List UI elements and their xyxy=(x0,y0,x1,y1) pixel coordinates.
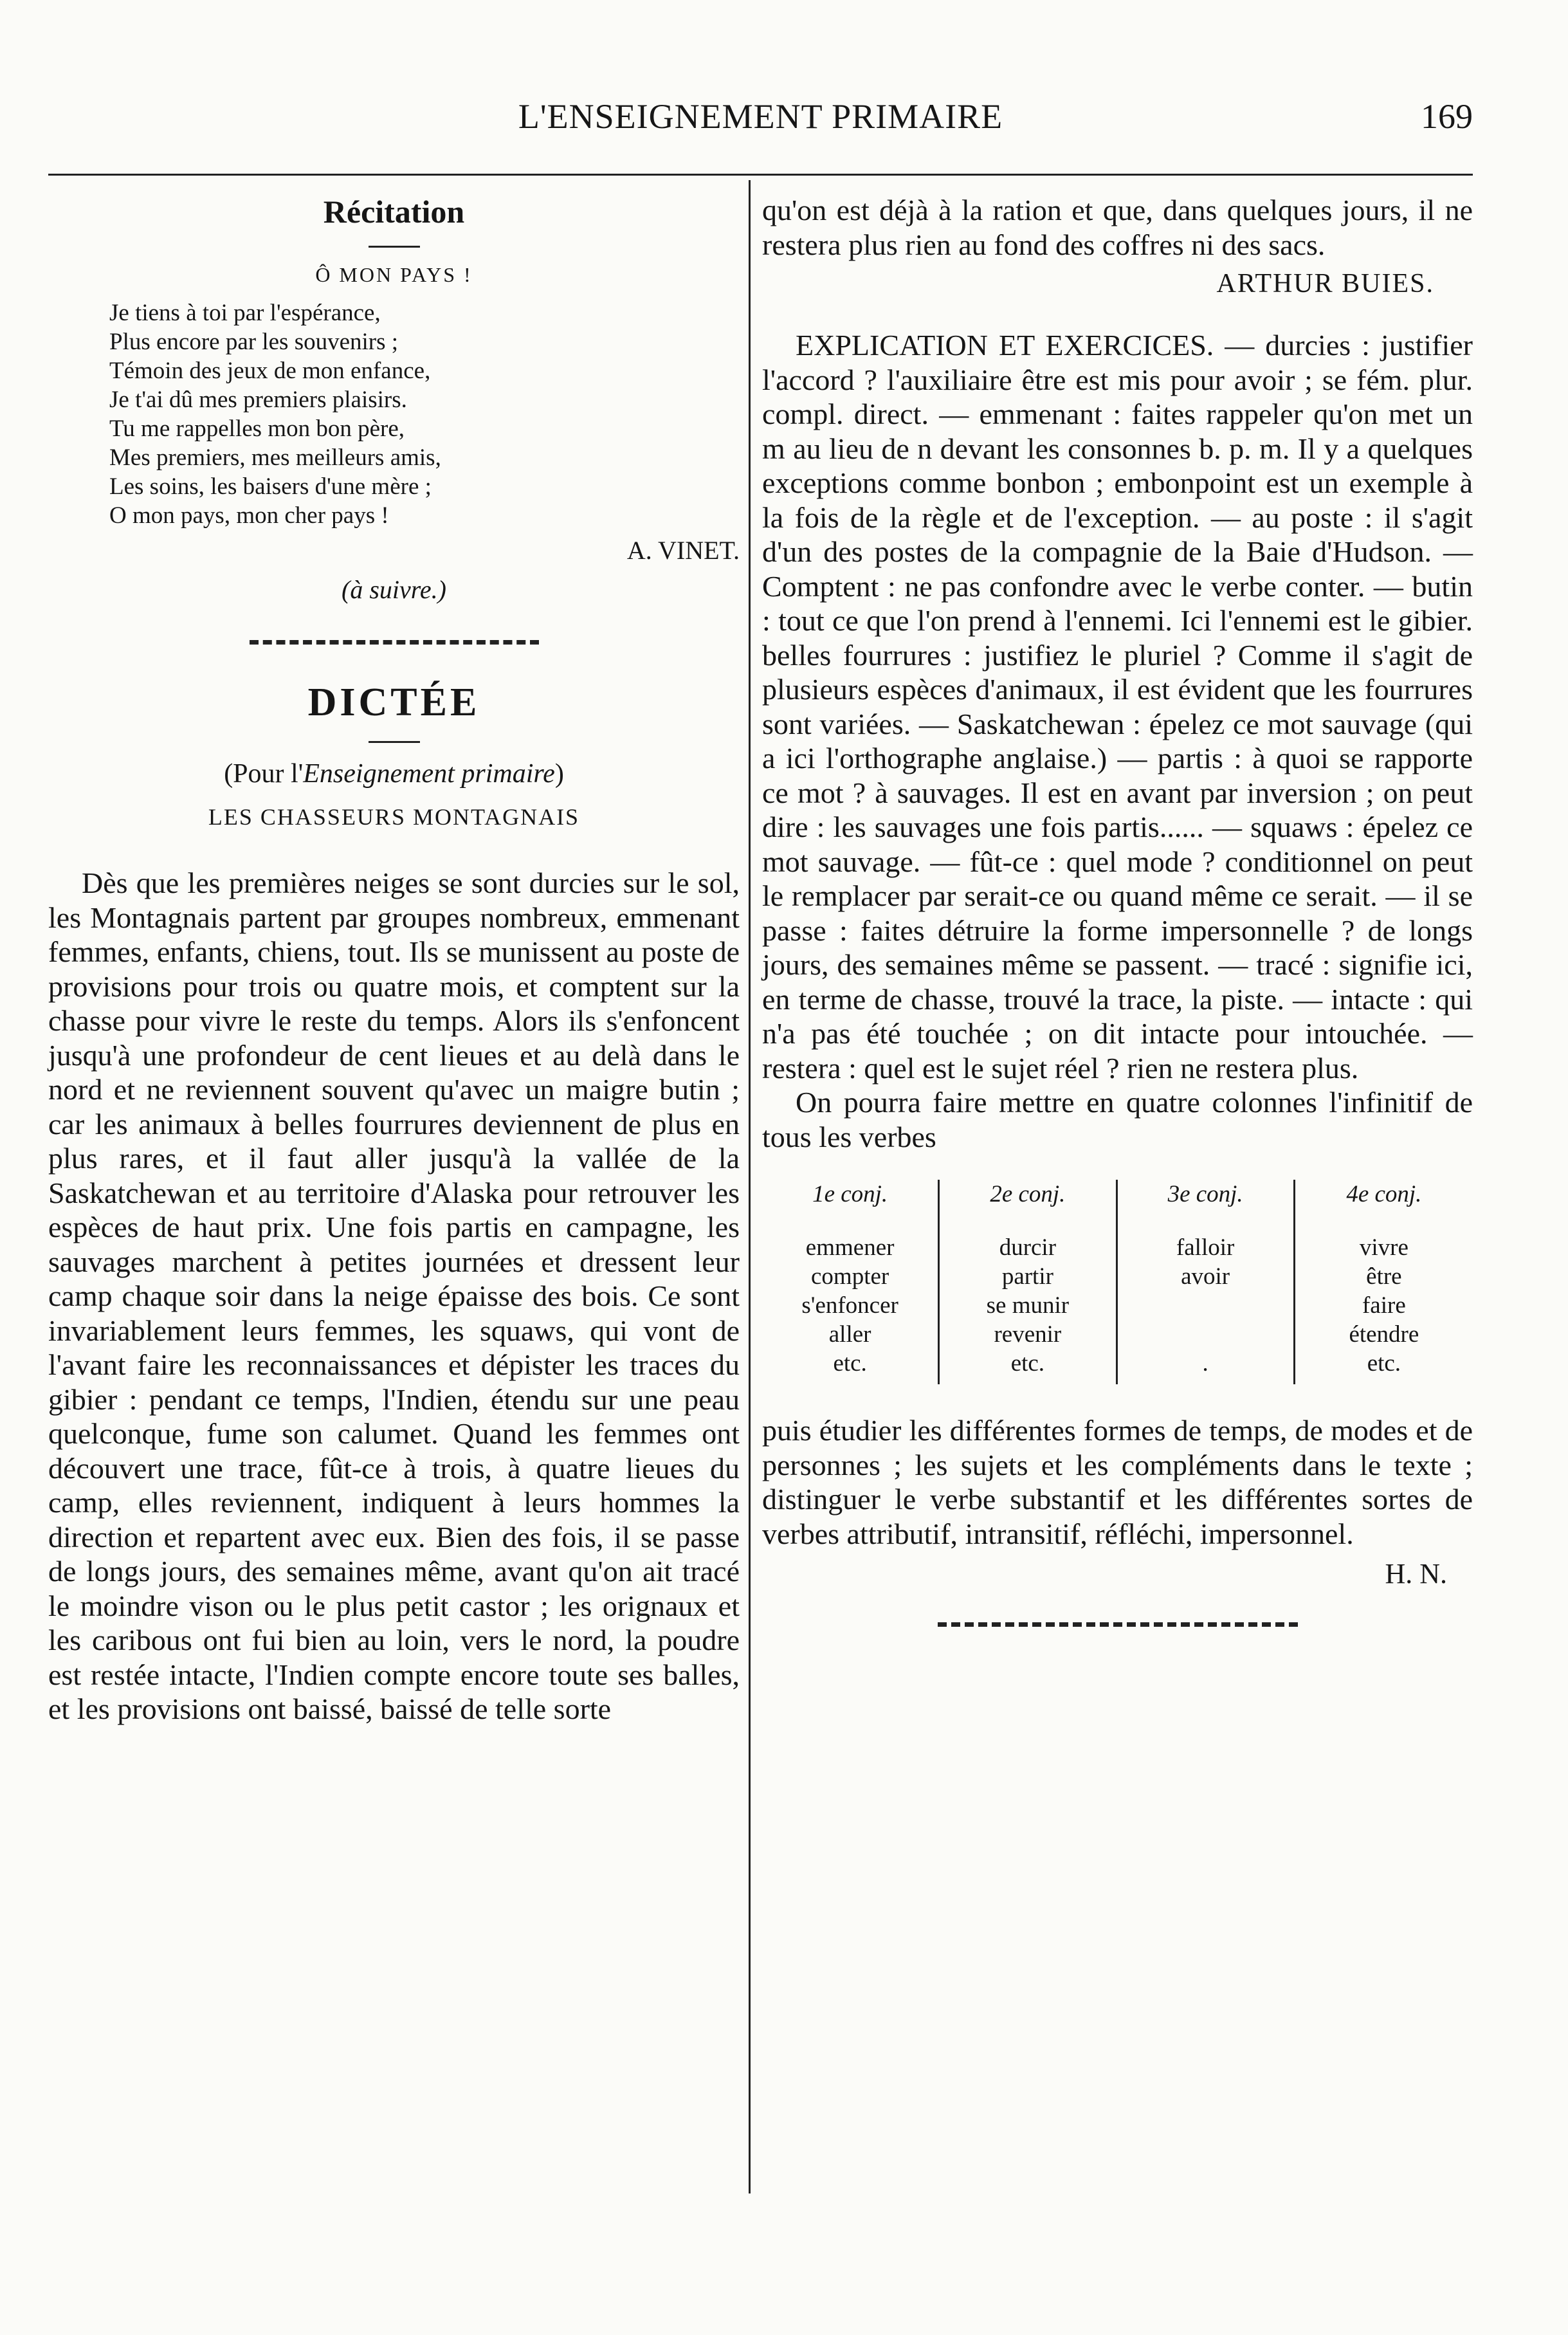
verb: . xyxy=(1202,1350,1208,1377)
poem-line: Je tiens à toi par l'espérance, xyxy=(109,300,381,326)
conjugation-header: 2e conj. xyxy=(990,1181,1066,1207)
dictee-continuation: qu'on est déjà à la ration et que, dans quelques jours, il ne restera plus rien au fond des coffres ni des sacs. xyxy=(762,194,1473,261)
dictee-subtitle: LES CHASSEURS MONTAGNAIS xyxy=(208,804,580,830)
header-rule xyxy=(48,174,1473,176)
page-number: 169 xyxy=(1421,97,1473,136)
verb: être xyxy=(1366,1263,1402,1290)
closing-text: puis étudier les différentes formes de temps, de modes et de personnes ; les sujets et les compléments dans le texte ; distinguer le verbe substantif et les différentes sortes de verbes attributif, intransitif, réfléchi, impersonnel. xyxy=(762,1414,1473,1550)
running-title: L'ENSEIGNEMENT PRIMAIRE xyxy=(518,97,1003,136)
dictee-heading: DICTÉE xyxy=(307,681,480,724)
verb: compter xyxy=(811,1263,889,1290)
verb: vivre xyxy=(1359,1234,1408,1261)
verb: emmener xyxy=(805,1234,895,1261)
closing-signature: H. N. xyxy=(1385,1558,1447,1589)
verb: falloir xyxy=(1176,1234,1235,1261)
poem-line: Tu me rappelles mon bon père, xyxy=(109,416,405,442)
recitation-heading: Récitation xyxy=(323,194,465,230)
conjugation-column xyxy=(1118,1180,1295,1384)
section-dash xyxy=(369,246,420,248)
dictee-source xyxy=(48,758,740,789)
page-header xyxy=(48,96,1473,148)
conjugation-column xyxy=(762,1180,940,1384)
verb: etc. xyxy=(1010,1350,1045,1377)
poem xyxy=(109,298,740,530)
poem-title: Ô MON PAYS ! xyxy=(315,263,473,286)
conjugation-header: 1e conj. xyxy=(812,1181,888,1207)
dictee-text: Dès que les premières neiges se sont durcies sur le sol, les Montagnais partent par groupes nombreux, emmenant femmes, enfants, chiens, tout. Ils se munissent au poste de provisions pour trois ou quatre mois, et comptent sur la chasse pour vivre le reste du temps. Alors ils s'enfoncent jusqu'à une profondeur de cent lieues et au delà dans le nord et ne reviennent souvent qu'avec un maigre butin ; car les animaux à belles fourrures deviennent de plus en plus rares, et il faut aller jusqu'à la vallée de la Saskatchewan et au territoire d'Alaska pour retrouver les espèces de haut prix. Une fois partis en campagne, les sauvages marchent à petites journées et dressent leur camp chaque soir dans la neige épaisse des bois. Ce sont invariablement leurs femmes, les squaws, qui vont de l'avant faire les reconnaissances et dépister les traces du gibier : pendant ce temps, l'Indien, étendu sur une peau quelconque, fume son calumet. Quand les femmes ont découvert une trace, fût-ce à trois, à quatre lieues du camp, elles reviennent, indiquent à leurs hommes la direction et repartent avec eux. Bien des fois, il se passe de longs jours, des semaines même, avant qu'on ait tracé le moindre vison ou le plus petit castor ; les orignaux et les caribous ont fui bien au loin, vers le nord, la poudre est restée intacte, l'Indien compte encore toute ses balles, et les provisions ont baissé, baissé de telle sorte xyxy=(48,866,740,1725)
dictee-author: ARTHUR BUIES. xyxy=(1216,269,1434,298)
source-suffix: ) xyxy=(554,759,564,789)
poem-line: Témoin des jeux de mon enfance, xyxy=(109,358,431,384)
poem-line: Je t'ai dû mes premiers plaisirs. xyxy=(109,387,407,413)
verb: se munir xyxy=(986,1292,1070,1319)
verb: revenir xyxy=(994,1321,1062,1348)
conjugation-table xyxy=(762,1180,1473,1384)
poem-line: Plus encore par les souvenirs ; xyxy=(109,329,399,355)
to-be-continued: (à suivre.) xyxy=(342,575,446,604)
verb: avoir xyxy=(1181,1263,1230,1290)
source-prefix: (Pour l' xyxy=(224,759,304,789)
end-ornament xyxy=(938,1622,1298,1627)
verb: faire xyxy=(1362,1292,1406,1319)
right-column xyxy=(762,193,1473,1627)
poem-line: O mon pays, mon cher pays ! xyxy=(109,502,389,529)
poem-line: Mes premiers, mes meilleurs amis, xyxy=(109,444,441,471)
left-column xyxy=(48,193,740,1726)
explication-text: EXPLICATION ET EXERCICES. — durcies : justifier l'accord ? l'auxiliaire être est mis pour avoir ; se fém. plur. compl. direct. — emmenant : faites rappeler qu'on met un m au lieu de n devant les consonnes b. p. m. Il y a quelques exceptions comme bonbon ; embonpoint est un exemple à la fois de la règle et de l'exception. — au poste : il s'agit d'un des postes de la compagnie de la Baie d'Hudson. — Comptent : ne pas confondre avec le verbe conter. — butin : tout ce que l'on prend à l'ennemi. Ici l'ennemi est le gibier. belles fourrures : justifiez le pluriel ? Comme il s'agit de plusieurs espèces d'animaux, il est évident que les fourrures sont variées. — Saskatchewan : épelez ce mot sauvage (qui a ici l'orthographe anglaise.) — partis : à quoi se rapporte ce mot ? à sauvages. Il est en avant par inversion ; on peut dire : les sauvages une fois partis...... — squaws : épelez ce mot sauvage. — fût-ce : quel mode ? conditionnel on peut le remplacer par serait-ce ou quand même ce serait. — il se passe : faites détruire la forme impersonnelle ? de longs jours, des semaines même se passent. — tracé : signifie ici, en terme de chasse, trouvé la trace, la piste. — intacte : qui n'a pas été touchée ; on dit intacte pour intouchée. — restera : quel est le sujet réel ? rien ne restera plus. xyxy=(762,329,1473,1085)
verb: durcir xyxy=(999,1234,1057,1261)
poem-author: A. VINET. xyxy=(626,536,740,565)
conjugation-header: 3e conj. xyxy=(1167,1181,1243,1207)
section-dash xyxy=(369,741,420,743)
verb xyxy=(1118,1291,1293,1320)
verb xyxy=(1118,1320,1293,1349)
conjugation-header: 4e conj. xyxy=(1346,1181,1422,1207)
conjugation-column xyxy=(1295,1180,1473,1384)
section-ornament xyxy=(250,640,539,645)
verb: s'enfoncer xyxy=(801,1292,898,1319)
exercise-instruction: On pourra faire mettre en quatre colonnes l'infinitif de tous les verbes xyxy=(762,1086,1473,1153)
conjugation-column xyxy=(940,1180,1117,1384)
verb: etc. xyxy=(833,1350,867,1377)
source-journal: Enseignement primaire xyxy=(303,759,555,789)
poem-line: Les soins, les baisers d'une mère ; xyxy=(109,473,432,500)
verb: etc. xyxy=(1367,1350,1401,1377)
verb: partir xyxy=(1001,1263,1053,1290)
verb: étendre xyxy=(1349,1321,1419,1348)
column-divider xyxy=(749,180,751,2193)
verb: aller xyxy=(828,1321,871,1348)
